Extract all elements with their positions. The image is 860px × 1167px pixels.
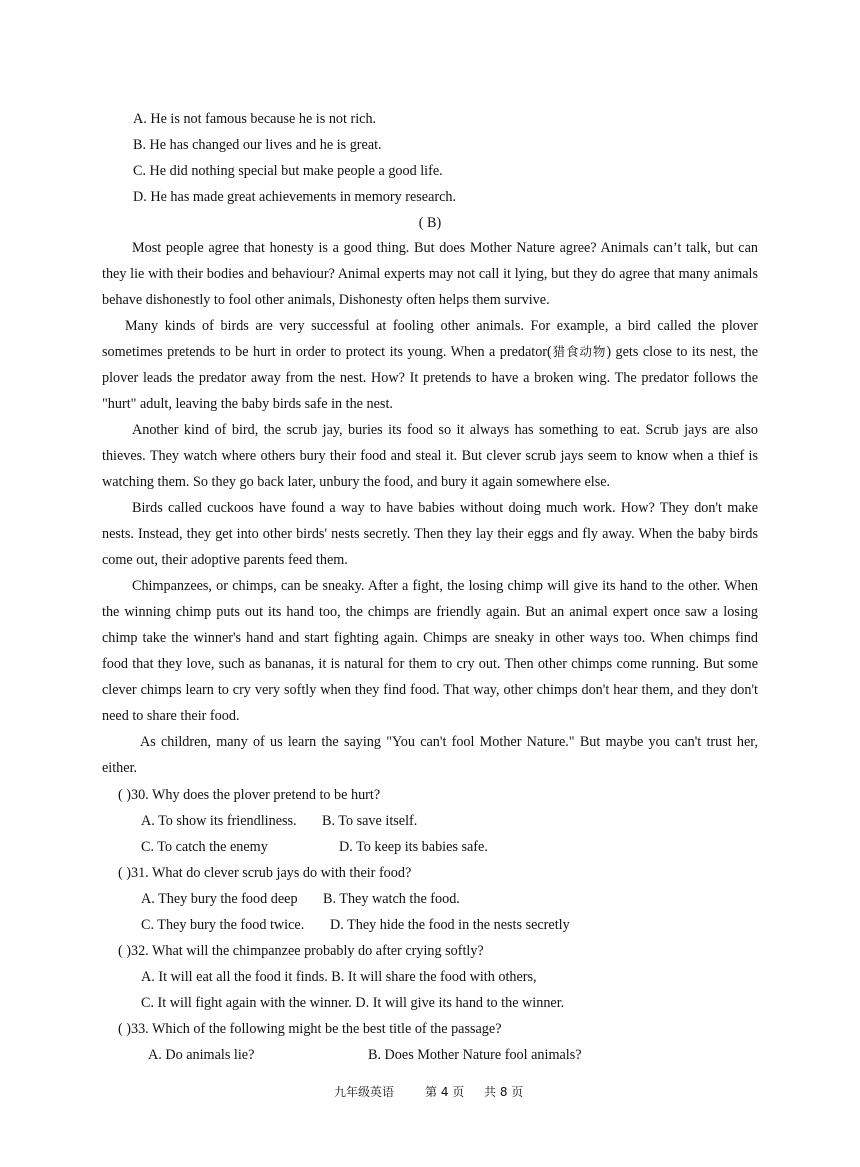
prev-option-c: C. He did nothing special but make people a good life. bbox=[133, 163, 443, 179]
chinese-gloss: 猎食动物 bbox=[551, 344, 607, 359]
question-33-option-a: A. Do animals lie? bbox=[148, 1047, 255, 1063]
question-32-stem: ( )32. What will the chimpanzee probably do after crying softly? bbox=[118, 943, 484, 959]
question-31-option-b: B. They watch the food. bbox=[323, 891, 460, 907]
question-30-option-b: B. To save itself. bbox=[322, 813, 418, 829]
question-33-stem: ( )33. Which of the following might be the best title of the passage? bbox=[118, 1021, 502, 1037]
question-30-stem: ( )30. Why does the plover pretend to be hurt? bbox=[118, 787, 381, 803]
passage-paragraph-4: Birds called cuckoos have found a way to have babies without doing much work. How? They don't make nests. Instead, they get into other birds' nests secretly. Then they lay their eggs and fly away. When the baby birds come out, their adoptive parents feed them. bbox=[102, 500, 758, 568]
footer-total-pages: 共 8 页 bbox=[484, 1085, 524, 1099]
question-30-option-d: D. To keep its babies safe. bbox=[339, 839, 488, 855]
passage-paragraph-3: Another kind of bird, the scrub jay, buries its food so it always has something to eat. Scrub jays are also thieves. They watch where others bury their food and steal it. But clever scrub jays seem to know when a thief is watching them. So they go back later, unbury the food, and bury it again somewhere else. bbox=[102, 422, 758, 490]
passage-paragraph-1: Most people agree that honesty is a good thing. But does Mother Nature agree? Animals can’t talk, but can they lie with their bodies and behaviour? Animal experts may not call it lying, but they do agree that many animals behave dishonestly to fool other animals, Dishonesty often helps them survive. bbox=[102, 240, 758, 308]
passage-paragraph-2 bbox=[102, 313, 758, 417]
passage-paragraph-6: As children, many of us learn the saying "You can't fool Mother Nature." But maybe you can't trust her, either. bbox=[102, 734, 758, 776]
paragraph-2-text-a: Many kinds of birds are very successful at fooling other animals. For example, a bird called the plover sometimes pretends to be hurt in order to protect its young. When a predator( bbox=[102, 318, 758, 360]
question-32-options-line-1: A. It will eat all the food it finds. B. It will share the food with others, bbox=[141, 969, 537, 985]
footer-subject: 九年级英语 bbox=[334, 1085, 395, 1099]
prev-option-a: A. He is not famous because he is not rich. bbox=[133, 111, 377, 127]
question-31-option-d: D. They hide the food in the nests secretly bbox=[330, 917, 570, 933]
question-32-options-line-2: C. It will fight again with the winner. D. It will give its hand to the winner. bbox=[141, 995, 565, 1011]
question-30-option-c: C. To catch the enemy bbox=[141, 839, 268, 855]
question-30-option-a: A. To show its friendliness. bbox=[141, 813, 297, 829]
question-31-option-a: A. They bury the food deep bbox=[141, 891, 298, 907]
prev-option-d: D. He has made great achievements in memory research. bbox=[133, 189, 457, 205]
paragraph-2-text-b: ) gets close to its nest, the plover leads the predator away from the nest. How? It pretends to have a broken wing. The predator follows the "hurt" adult, leaving the baby birds safe in the nest. bbox=[102, 344, 758, 412]
question-31-option-c: C. They bury the food twice. bbox=[141, 917, 305, 933]
passage-paragraph-5: Chimpanzees, or chimps, can be sneaky. After a fight, the losing chimp will give its hand to the other. When the winning chimp puts out its hand too, the chimps are friendly again. But an animal expert once saw a losing chimp take the winner's hand and start fighting again. Chimps are sneaky in other ways too. When chimps find food that they love, such as bananas, it is natural for them to cry out. Then other chimps come running. But some clever chimps learn to cry very softly when they find food. That way, other chimps don't hear them, and they don't need to share their food. bbox=[102, 578, 758, 724]
prev-option-b: B. He has changed our lives and he is great. bbox=[133, 137, 382, 153]
question-33-option-b: B. Does Mother Nature fool animals? bbox=[368, 1047, 582, 1063]
footer-page-number: 第 4 页 bbox=[425, 1085, 465, 1099]
question-31-stem: ( )31. What do clever scrub jays do with their food? bbox=[118, 865, 412, 881]
section-title: ( B) bbox=[418, 215, 442, 231]
